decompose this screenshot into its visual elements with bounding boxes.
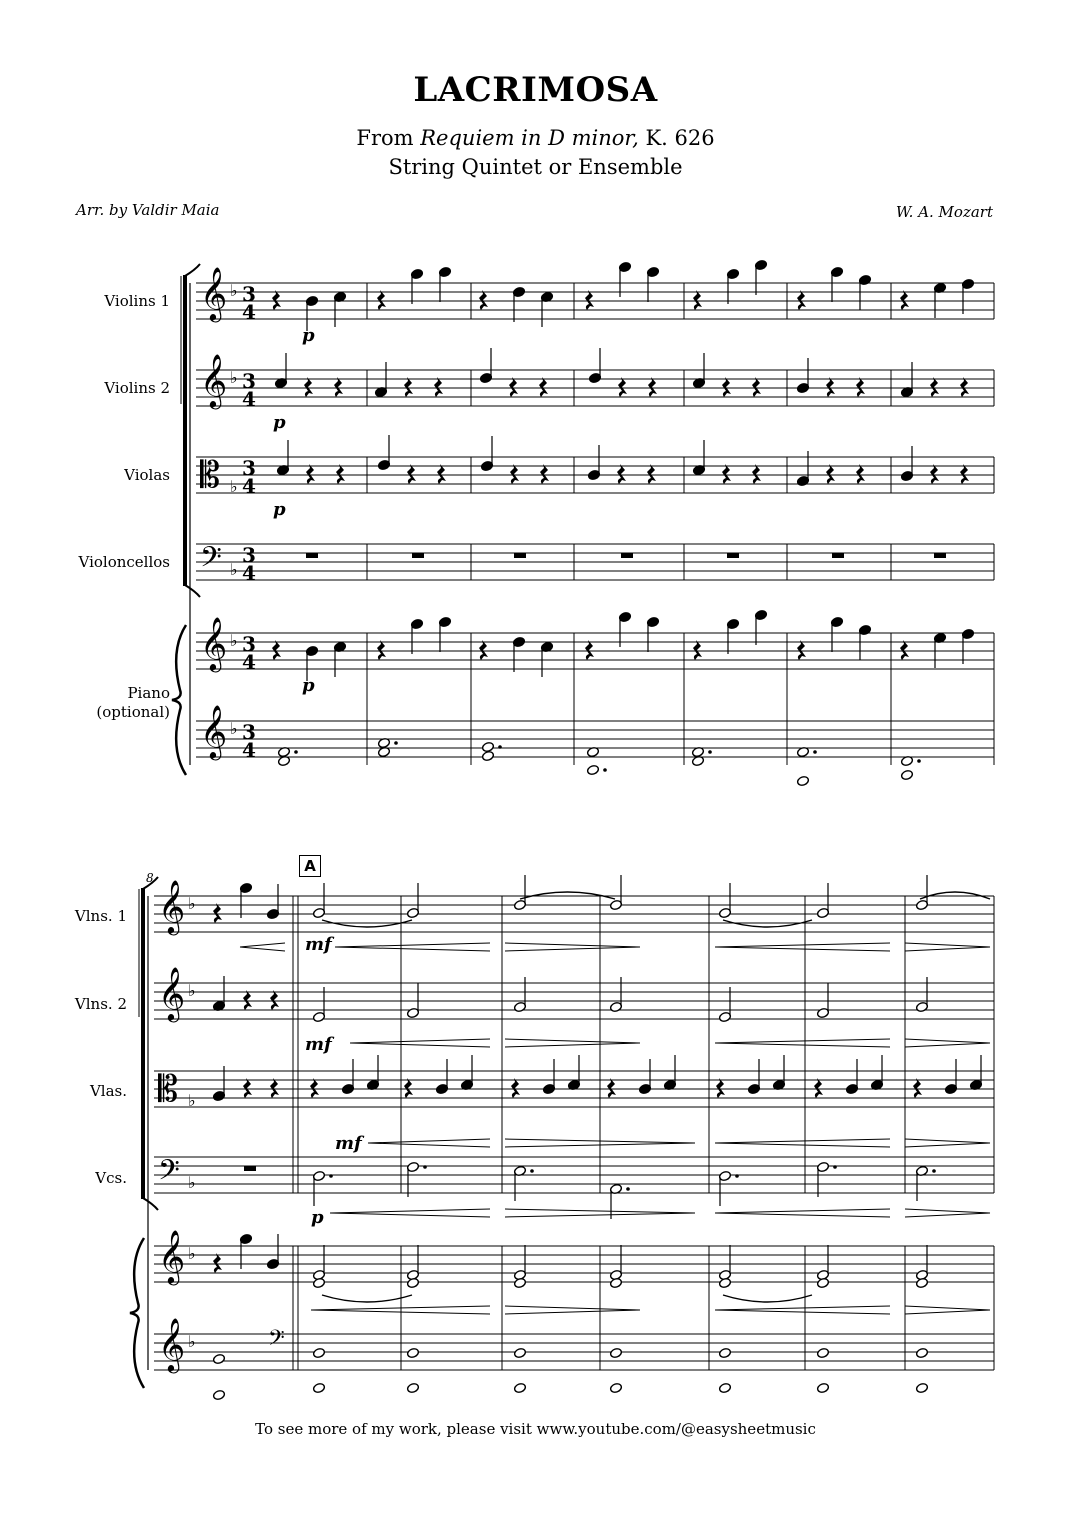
dot <box>423 1165 427 1169</box>
label-violas: Violas <box>124 466 170 484</box>
notehead <box>212 1389 225 1400</box>
notehead <box>406 1277 419 1288</box>
dot <box>626 1187 630 1191</box>
time-signature-4: 4 <box>242 561 256 585</box>
crescendo-hairpin <box>715 947 890 951</box>
crescendo-hairpin <box>715 1306 890 1310</box>
whole-rest-icon <box>244 1166 256 1171</box>
dynamic-marking: p <box>302 325 315 346</box>
time-signature-3: 3 <box>242 456 256 480</box>
notehead <box>513 1382 526 1393</box>
quarter-rest-icon <box>272 290 281 310</box>
crescendo-hairpin <box>715 1039 890 1043</box>
bracket-tip <box>185 264 200 276</box>
dot <box>329 1174 333 1178</box>
decrescendo-hairpin <box>905 1039 990 1043</box>
quarter-rest-icon <box>434 377 443 397</box>
crescendo-hairpin <box>715 1139 890 1143</box>
quarter-rest-icon <box>900 640 909 660</box>
whole-rest-icon <box>832 553 844 558</box>
notehead <box>915 1347 928 1358</box>
notehead <box>796 775 809 786</box>
quarter-rest-icon <box>511 1078 520 1098</box>
dynamic-marking: mf <box>305 1034 332 1055</box>
dynamic-marking: mf <box>335 1133 362 1154</box>
quarter-rest-icon <box>479 290 488 310</box>
treble-clef-icon: 𝄞 <box>158 1317 186 1371</box>
quarter-rest-icon <box>377 290 386 310</box>
quarter-rest-icon <box>960 377 969 397</box>
crescendo-hairpin <box>335 943 490 947</box>
decrescendo-hairpin <box>505 1310 640 1314</box>
quarter-rest-icon <box>270 1078 279 1098</box>
slur <box>723 1295 812 1302</box>
quarter-rest-icon <box>304 377 313 397</box>
quarter-rest-icon <box>377 640 386 660</box>
whole-rest-icon <box>934 553 946 558</box>
quarter-rest-icon <box>336 464 345 484</box>
dot <box>530 1169 534 1173</box>
crescendo-hairpin <box>368 1139 490 1143</box>
alto-clef-icon: 𝄡 <box>200 455 221 496</box>
dot <box>932 1169 936 1173</box>
decrescendo-hairpin <box>905 1306 990 1310</box>
slur <box>322 1295 412 1302</box>
notehead <box>816 1277 829 1288</box>
quarter-rest-icon <box>647 464 656 484</box>
quarter-rest-icon <box>814 1078 823 1098</box>
treble-clef-icon: 𝄞 <box>200 616 228 670</box>
time-signature-3: 3 <box>242 632 256 656</box>
label-piano-line1: Piano <box>127 684 170 702</box>
time-signature-3: 3 <box>242 282 256 306</box>
quarter-rest-icon <box>722 377 731 397</box>
dot <box>917 759 921 763</box>
quarter-rest-icon <box>617 464 626 484</box>
notehead <box>481 750 494 761</box>
notehead <box>816 1382 829 1393</box>
dot <box>813 750 817 754</box>
label-vlas: Vlas. <box>89 1082 127 1100</box>
notehead <box>312 1347 325 1358</box>
flat-icon: ♭ <box>230 560 238 579</box>
quarter-rest-icon <box>272 640 281 660</box>
quarter-rest-icon <box>856 464 865 484</box>
quarter-rest-icon <box>404 377 413 397</box>
quarter-rest-icon <box>797 640 806 660</box>
quarter-rest-icon <box>930 377 939 397</box>
quarter-rest-icon <box>270 990 279 1010</box>
dynamic-marking: p <box>273 499 286 520</box>
dynamic-marking: p <box>273 412 286 433</box>
dynamic-marking: mf <box>305 934 332 955</box>
notehead <box>312 1382 325 1393</box>
flat-icon: ♭ <box>188 894 196 913</box>
quarter-rest-icon <box>930 464 939 484</box>
decrescendo-hairpin <box>905 1310 990 1314</box>
quarter-rest-icon <box>607 1078 616 1098</box>
treble-clef-icon: 𝄞 <box>158 1229 186 1283</box>
quarter-rest-icon <box>585 290 594 310</box>
quarter-rest-icon <box>243 1078 252 1098</box>
quarter-rest-icon <box>648 377 657 397</box>
dot <box>498 745 502 749</box>
time-signature-3: 3 <box>242 369 256 393</box>
dot <box>603 768 607 772</box>
dot <box>735 1174 739 1178</box>
quarter-rest-icon <box>404 1078 413 1098</box>
decrescendo-hairpin <box>505 1209 695 1213</box>
flat-icon: ♭ <box>188 981 196 1000</box>
flat-icon: ♭ <box>188 1173 196 1192</box>
notehead <box>718 1347 731 1358</box>
flat-icon: ♭ <box>230 368 238 387</box>
notehead <box>481 741 494 752</box>
quarter-rest-icon <box>213 1253 222 1273</box>
crescendo-hairpin <box>330 1213 490 1217</box>
notehead <box>609 1277 622 1288</box>
quarter-rest-icon <box>243 990 252 1010</box>
decrescendo-hairpin <box>505 943 640 947</box>
notehead <box>513 1347 526 1358</box>
subtitle-prefix: From <box>356 126 421 150</box>
crescendo-hairpin <box>350 1039 490 1043</box>
quarter-rest-icon <box>510 464 519 484</box>
time-signature-3: 3 <box>242 543 256 567</box>
subtitle-line2: String Quintet or Ensemble <box>388 155 683 179</box>
notehead <box>513 1277 526 1288</box>
bracket-tip <box>185 585 200 597</box>
flat-icon: ♭ <box>230 631 238 650</box>
notehead <box>900 769 913 780</box>
composer-credit: W. A. Mozart <box>895 203 993 221</box>
quarter-rest-icon <box>960 464 969 484</box>
quarter-rest-icon <box>752 377 761 397</box>
quarter-rest-icon <box>826 377 835 397</box>
notehead <box>915 1382 928 1393</box>
quarter-rest-icon <box>693 290 702 310</box>
bracket-tip <box>143 877 158 889</box>
crescendo-hairpin <box>240 943 285 947</box>
label-vcs: Vcs. <box>95 1169 127 1187</box>
label-violins-2: Violins 2 <box>104 379 170 397</box>
crescendo-hairpin <box>715 1143 890 1147</box>
time-signature-4: 4 <box>242 474 256 498</box>
quarter-rest-icon <box>310 1078 319 1098</box>
label-piano-line2: (optional) <box>96 703 170 721</box>
treble-clef-icon: 𝄞 <box>200 353 228 407</box>
treble-clef-icon: 𝄞 <box>200 704 228 758</box>
decrescendo-hairpin <box>905 1209 990 1213</box>
quarter-rest-icon <box>479 640 488 660</box>
time-signature-4: 4 <box>242 387 256 411</box>
notehead <box>406 1347 419 1358</box>
decrescendo-hairpin <box>505 1043 640 1047</box>
page-title: LACRIMOSA <box>413 70 658 110</box>
decrescendo-hairpin <box>905 1139 990 1143</box>
decrescendo-hairpin <box>505 947 640 951</box>
bass-clef-icon: 𝄢 <box>200 541 222 581</box>
flat-icon: ♭ <box>230 719 238 738</box>
quarter-rest-icon <box>539 377 548 397</box>
time-signature-4: 4 <box>242 650 256 674</box>
rehearsal-mark: A <box>299 855 321 877</box>
subtitle-work: Requiem in D minor, <box>420 126 639 150</box>
crescendo-hairpin <box>350 1043 490 1047</box>
dynamic-marking: p <box>302 675 315 696</box>
decrescendo-hairpin <box>905 947 990 951</box>
treble-clef-icon: 𝄞 <box>158 966 186 1020</box>
label-violins-1: Violins 1 <box>104 292 170 310</box>
notehead <box>312 1277 325 1288</box>
whole-rest-icon <box>412 553 424 558</box>
time-signature-4: 4 <box>242 738 256 762</box>
alto-clef-icon: 𝄡 <box>158 1069 179 1110</box>
crescendo-hairpin <box>330 1209 490 1213</box>
crescendo-hairpin <box>715 1310 890 1314</box>
crescendo-hairpin <box>240 947 285 951</box>
dot <box>708 750 712 754</box>
quarter-rest-icon <box>407 464 416 484</box>
piano-brace-icon <box>172 625 186 775</box>
notehead <box>718 1382 731 1393</box>
dot <box>294 750 298 754</box>
notehead <box>816 1347 829 1358</box>
quarter-rest-icon <box>913 1078 922 1098</box>
crescendo-hairpin <box>335 947 490 951</box>
quarter-rest-icon <box>585 640 594 660</box>
footer-note: To see more of my work, please visit www.youtube.com/@easysheetmusic <box>255 1420 816 1438</box>
whole-rest-icon <box>727 553 739 558</box>
quarter-rest-icon <box>618 377 627 397</box>
dot <box>833 1165 837 1169</box>
time-signature-3: 3 <box>242 720 256 744</box>
decrescendo-hairpin <box>905 943 990 947</box>
flat-icon: ♭ <box>188 1244 196 1263</box>
crescendo-hairpin <box>368 1143 490 1147</box>
treble-clef-icon: 𝄞 <box>200 266 228 320</box>
quarter-rest-icon <box>213 903 222 923</box>
whole-rest-icon <box>621 553 633 558</box>
quarter-rest-icon <box>752 464 761 484</box>
label-vlns-2: Vlns. 2 <box>74 995 127 1013</box>
quarter-rest-icon <box>900 290 909 310</box>
quarter-rest-icon <box>334 377 343 397</box>
decrescendo-hairpin <box>905 1043 990 1047</box>
dot <box>394 741 398 745</box>
crescendo-hairpin <box>715 1043 890 1047</box>
decrescendo-hairpin <box>505 1039 640 1043</box>
bass-clef-icon: 𝄢 <box>158 1154 180 1194</box>
notehead <box>406 1382 419 1393</box>
notehead <box>212 1353 225 1364</box>
quarter-rest-icon <box>716 1078 725 1098</box>
bracket-tip <box>143 1198 158 1210</box>
quarter-rest-icon <box>722 464 731 484</box>
quarter-rest-icon <box>693 640 702 660</box>
decrescendo-hairpin <box>905 1213 990 1217</box>
label-violoncellos: Violoncellos <box>78 553 170 571</box>
time-signature-4: 4 <box>242 300 256 324</box>
crescendo-hairpin <box>715 943 890 947</box>
quarter-rest-icon <box>437 464 446 484</box>
label-vlns-1: Vlns. 1 <box>74 907 127 925</box>
decrescendo-hairpin <box>505 1306 640 1310</box>
crescendo-hairpin <box>715 1213 890 1217</box>
quarter-rest-icon <box>306 464 315 484</box>
decrescendo-hairpin <box>505 1213 695 1217</box>
subtitle-catalog: K. 626 <box>638 126 715 150</box>
piano-brace-icon <box>130 1238 144 1388</box>
flat-icon: ♭ <box>188 1091 196 1110</box>
arranger-credit: Arr. by Valdir Maia <box>76 201 220 219</box>
notehead <box>586 764 599 775</box>
measure-number: 8 <box>146 871 154 885</box>
flat-icon: ♭ <box>230 281 238 300</box>
bass-clef-icon: 𝄢 <box>268 1326 285 1356</box>
whole-rest-icon <box>514 553 526 558</box>
decrescendo-hairpin <box>905 1143 990 1147</box>
flat-icon: ♭ <box>230 477 238 496</box>
quarter-rest-icon <box>509 377 518 397</box>
notehead <box>915 1277 928 1288</box>
dynamic-marking: p <box>311 1207 324 1228</box>
notehead <box>609 1347 622 1358</box>
quarter-rest-icon <box>826 464 835 484</box>
crescendo-hairpin <box>715 1209 890 1213</box>
flat-icon: ♭ <box>188 1332 196 1351</box>
whole-rest-icon <box>306 553 318 558</box>
notehead <box>718 1277 731 1288</box>
quarter-rest-icon <box>797 290 806 310</box>
quarter-rest-icon <box>540 464 549 484</box>
quarter-rest-icon <box>856 377 865 397</box>
notehead <box>609 1382 622 1393</box>
treble-clef-icon: 𝄞 <box>158 879 186 933</box>
